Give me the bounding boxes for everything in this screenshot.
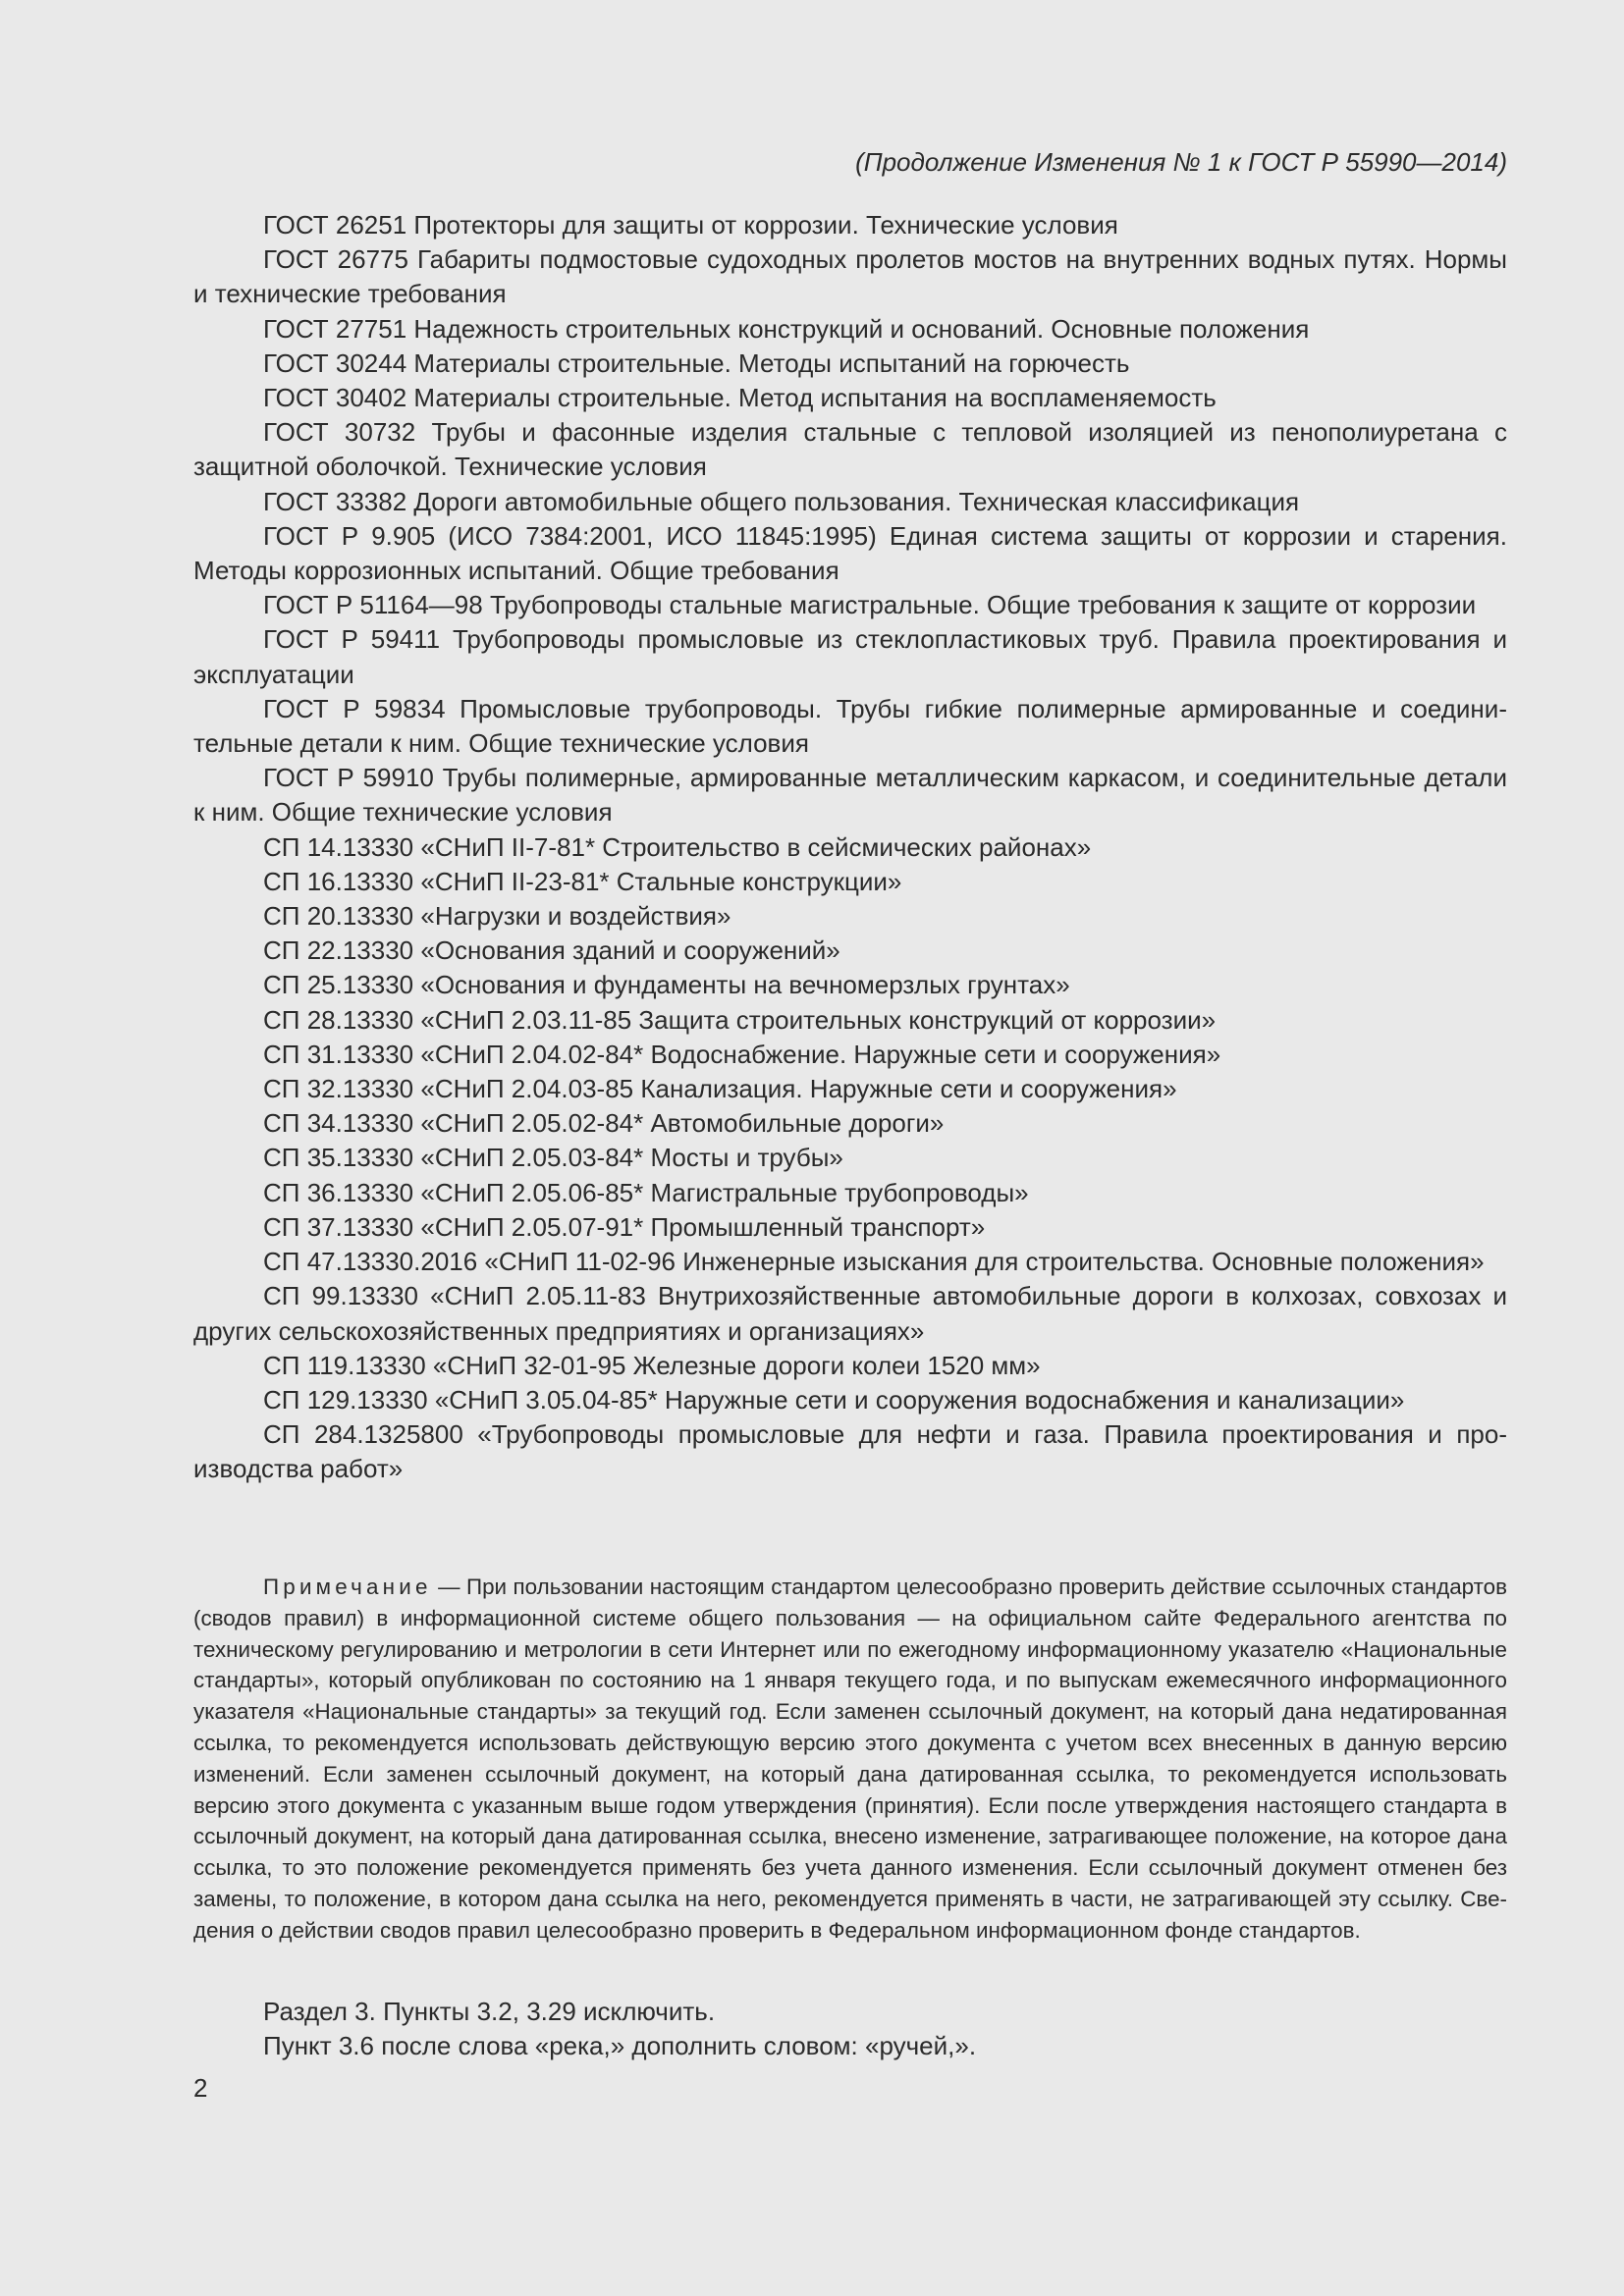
reference-item: СП 16.13330 «СНиП II-23-81* Стальные конструкции» <box>263 866 902 896</box>
reference-item: ГОСТ Р 59834 Промысловые трубопроводы. Трубы гибкие полимерные армированные и соединительные детали к ним. Общие технические условия <box>193 693 1507 759</box>
note-text: — При пользовании настоящим стандартом целесообразно проверить действие ссылочных стандартов (сводов правил) в информационной системе общего пользования — на официальном сайте Федерального агентства по техническому регулированию и метрологии в сети Интернет или по ежегодному информационному указателю «Национальные стандарты», который опубликован по состоянию на 1 января текущего года, и по выпускам ежемесячного информационного указателя «Национальные стандарты» за текущий год. Если заменен ссылочный документ, на который дана недатированная ссылка, то рекомендуется использовать действующую версию этого документа с учетом всех внесенных в данную версию изменений. Если заменен ссылочный документ, на который дана датированная ссылка, то рекомендуется использовать версию этого документа с указанным выше годом утверждения (принятия). Если после утверждения настоящего стандарта в ссылочный документ, на который дана датированная ссылка, внесено изменение, затрагивающее положение, на которое дана ссылка, то это положение рекомендуется применять без учета данного изменения. Если ссылочный документ отменен без замены, то положение, в котором дана ссылка на него, рекомендуется применять в части, не затрагивающей эту ссылку. Сведения о действии сводов правил целесообразно проверить в Федеральном информационном фонде стандартов. <box>193 1575 1507 1943</box>
page-number: 2 <box>193 2073 208 2103</box>
reference-item: ГОСТ 26251 Протекторы для защиты от коррозии. Технические условия <box>263 210 1118 240</box>
reference-item: СП 36.13330 «СНиП 2.05.06-85* Магистральные трубопроводы» <box>263 1177 1029 1207</box>
reference-item: СП 22.13330 «Основания зданий и сооружений» <box>263 935 840 966</box>
reference-item: ГОСТ Р 51164—98 Трубопроводы стальные магистральные. Общие требования к защите от коррозии <box>263 590 1477 620</box>
reference-item: ГОСТ 30732 Трубы и фасонные изделия стальные с тепловой изоляцией из пенополиуретана с защитной оболочкой. Технические условия <box>193 417 1507 482</box>
reference-item: СП 119.13330 «СНиП 32-01-95 Железные дороги колеи 1520 мм» <box>263 1350 1041 1380</box>
amendments-section <box>193 1995 1507 2063</box>
reference-item: СП 99.13330 «СНиП 2.05.11-83 Внутрихозяйственные автомобильные дороги в колхозах, совхозах и других сельскохозяйственных предприятиях и организациях» <box>193 1281 1507 1346</box>
reference-item: СП 25.13330 «Основания и фундаменты на вечномерзлых грунтах» <box>263 970 1070 1000</box>
reference-item: ГОСТ 30244 Материалы строительные. Методы испытаний на горючесть <box>263 347 1130 378</box>
amendment-item: Раздел 3. Пункты 3.2, 3.29 исключить. <box>263 1997 716 2026</box>
reference-item: СП 20.13330 «Нагрузки и воздействия» <box>263 901 731 932</box>
reference-item: СП 37.13330 «СНиП 2.05.07-91* Промышленный транспорт» <box>263 1211 986 1242</box>
continuation-header: (Продолжение Изменения № 1 к ГОСТ Р 55990—2014) <box>855 147 1507 177</box>
reference-item: ГОСТ 30402 Материалы строительные. Метод испытания на воспламеняемость <box>263 383 1217 413</box>
note-paragraph <box>193 1572 1507 1947</box>
reference-item: СП 47.13330.2016 «СНиП 11-02-96 Инженерные изыскания для строительства. Основные положения» <box>263 1247 1485 1277</box>
reference-item: ГОСТ Р 9.905 (ИСО 7384:2001, ИСО 11845:1995) Единая система защиты от коррозии и старения. Методы коррозионных испытаний. Общие требования <box>193 520 1507 586</box>
reference-item: СП 35.13330 «СНиП 2.05.03-84* Мосты и трубы» <box>263 1143 843 1173</box>
note-label: Примечание <box>263 1575 432 1599</box>
reference-item: СП 14.13330 «СНиП II-7-81* Строительство в сейсмических районах» <box>263 831 1092 862</box>
reference-item: СП 129.13330 «СНиП 3.05.04-85* Наружные сети и сооружения водоснабжения и канализации» <box>263 1384 1405 1415</box>
reference-item: ГОСТ 27751 Надежность строительных конструкций и оснований. Основные положения <box>263 313 1310 344</box>
normative-references-list <box>193 208 1507 1487</box>
reference-item: СП 31.13330 «СНиП 2.04.02-84* Водоснабжение. Наружные сети и сооружения» <box>263 1039 1221 1069</box>
reference-item: ГОСТ 26775 Габариты подмостовые судоходных пролетов мостов на внутренних водных путях. Нормы и технические требования <box>193 244 1507 309</box>
amendment-item: Пункт 3.6 после слова «река,» дополнить словом: «ручей,». <box>263 2031 977 2061</box>
reference-item: СП 34.13330 «СНиП 2.05.02-84* Автомобильные дороги» <box>263 1108 945 1139</box>
reference-item: ГОСТ 33382 Дороги автомобильные общего пользования. Техническая классификация <box>263 486 1300 516</box>
reference-item: СП 32.13330 «СНиП 2.04.03-85 Канализация. Наружные сети и сооружения» <box>263 1074 1177 1104</box>
reference-item: СП 28.13330 «СНиП 2.03.11-85 Защита строительных конструкций от коррозии» <box>263 1004 1217 1035</box>
reference-item: ГОСТ Р 59411 Трубопроводы промысловые из стеклопластиковых труб. Правила проектирования и эксплуатации <box>193 624 1507 689</box>
reference-item: СП 284.1325800 «Трубопроводы промысловые для нефти и газа. Правила проектирования и производства работ» <box>193 1419 1507 1484</box>
reference-item: ГОСТ Р 59910 Трубы полимерные, армированные металлическим каркасом, и соединительные детали к ним. Общие технические условия <box>193 763 1507 828</box>
